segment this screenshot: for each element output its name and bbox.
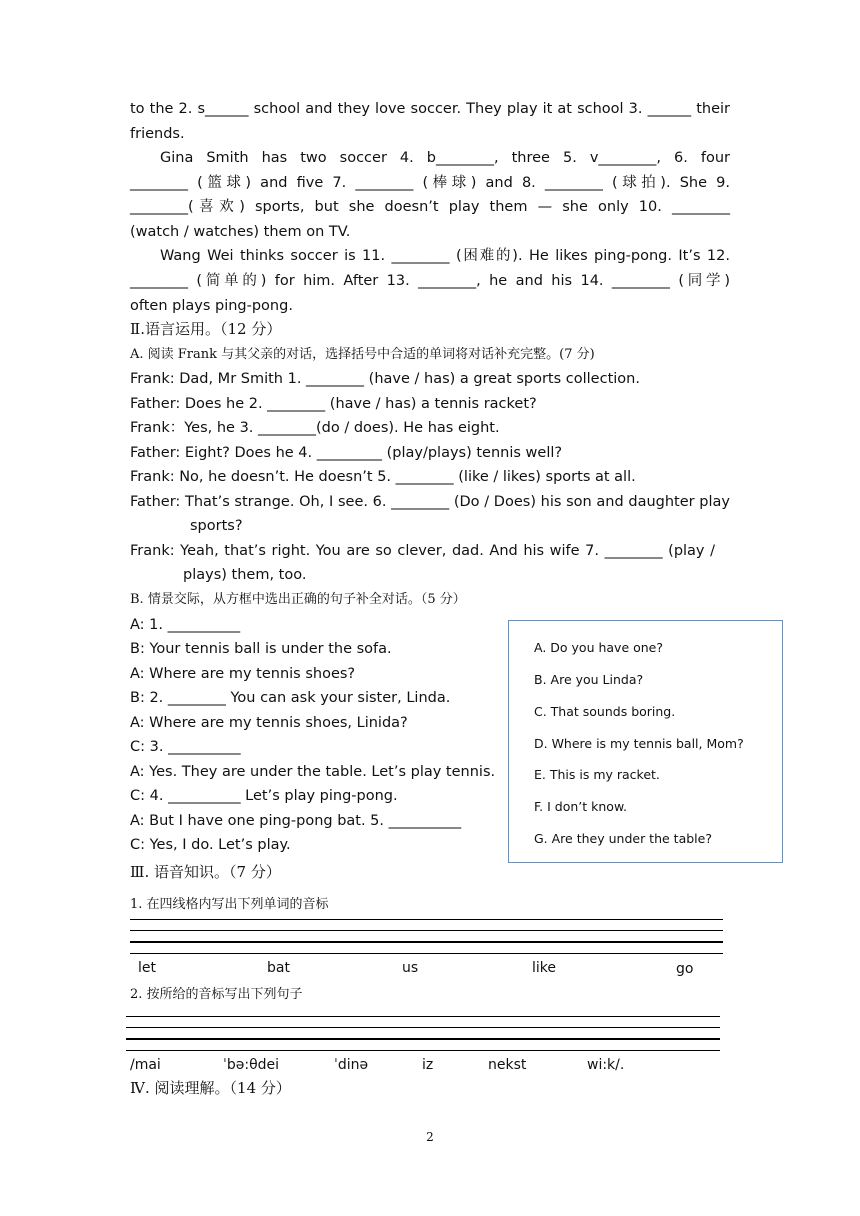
- passage-line: Wang Wei thinks soccer is 11. ________ (困难的). He likes ping-pong. It’s 12.: [160, 248, 730, 264]
- dialog-b-line: A: Where are my tennis shoes?: [130, 666, 356, 682]
- dialog-a-line: Father: Does he 2. ________ (have / has) a tennis racket?: [130, 396, 537, 412]
- phonetic-is: iz: [422, 1057, 434, 1073]
- dialog-a-line: Father: Eight? Does he 4. _________ (play/plays) tennis well?: [130, 445, 563, 461]
- word-let: let: [138, 960, 156, 976]
- part-a-instructions: A. 阅读 Frank 与其父亲的对话，选择括号中合适的单词将对话补充完整。(7 分): [130, 347, 595, 362]
- dialog-b-line: C: Yes, I do. Let’s play.: [130, 837, 291, 853]
- passage-line: Gina Smith has two soccer 4. b________, three 5. v________, 6. four: [160, 150, 730, 166]
- word-bat: bat: [267, 960, 290, 976]
- dialog-b-line: C: 4. __________ Let’s play ping-pong.: [130, 788, 398, 804]
- phonetic-dinner: ˈdinə: [334, 1057, 369, 1073]
- option-d: D. Where is my tennis ball, Mom?: [534, 736, 744, 751]
- phonetic-next: nekst: [488, 1057, 527, 1073]
- passage-line: ________(喜欢) sports, but she doesn’t play them — she only 10. ________: [130, 199, 730, 215]
- dialog-b-line: B: 2. ________ You can ask your sister, Linda.: [130, 690, 451, 706]
- dialog-a-line: Frank：Yes, he 3. ________(do / does). He has eight.: [130, 420, 500, 436]
- option-f: F. I don’t know.: [534, 799, 627, 814]
- word-us: us: [402, 960, 419, 976]
- passage-line: ________ (简单的) for him. After 13. ________, he and his 14. ________ (同学): [130, 273, 730, 289]
- phonetic-week: wi:k/.: [587, 1057, 625, 1073]
- option-a: A. Do you have one?: [534, 640, 664, 655]
- option-c: C. That sounds boring.: [534, 704, 676, 719]
- dialog-b-line: A: Where are my tennis shoes, Linida?: [130, 715, 408, 731]
- dialog-a-line: Frank: No, he doesn’t. He doesn’t 5. ________ (like / likes) sports at all.: [130, 469, 636, 485]
- question-2-instructions: 2. 按所给的音标写出下列句子: [130, 987, 303, 1002]
- section-2-title: Ⅱ.语言运用。（12 分）: [130, 320, 282, 338]
- dialog-b-line: A: Yes. They are under the table. Let’s play tennis.: [130, 764, 496, 780]
- passage-line: (watch / watches) them on TV.: [130, 224, 351, 240]
- question-1-instructions: 1. 在四线格内写出下列单词的音标: [130, 897, 329, 912]
- phonetic-birthday: ˈbə:θdei: [223, 1057, 280, 1073]
- passage-line: friends.: [130, 126, 185, 142]
- section-4-title: Ⅳ. 阅读理解。（14 分）: [130, 1079, 291, 1097]
- dialog-b-line: C: 3. __________: [130, 739, 241, 755]
- dialog-b-line: B: Your tennis ball is under the sofa.: [130, 641, 392, 657]
- dialog-a-line: Frank: Yeah, that’s right. You are so clever, dad. And his wife 7. ________ (play /: [130, 543, 715, 559]
- dialog-b-line: A: 1. __________: [130, 617, 241, 633]
- dialog-a-line: sports?: [190, 518, 243, 534]
- option-e: E. This is my racket.: [534, 767, 660, 782]
- dialog-a-line: Father: That’s strange. Oh, I see. 6. ________ (Do / Does) his son and daughter play: [130, 494, 730, 510]
- section-3-title: Ⅲ. 语音知识。（7 分）: [130, 863, 281, 881]
- option-b: B. Are you Linda?: [534, 672, 644, 687]
- option-g: G. Are they under the table?: [534, 831, 712, 846]
- word-like: like: [532, 960, 557, 976]
- passage-line: ________ (篮球) and five 7. ________ (棒球) and 8. ________ (球拍). She 9.: [130, 175, 730, 191]
- passage-line: often plays ping-pong.: [130, 298, 293, 314]
- options-box: [508, 620, 783, 863]
- dialog-a-line: plays) them, too.: [183, 567, 307, 583]
- word-go: go: [676, 961, 694, 977]
- phonetic-my: /mai: [130, 1057, 161, 1073]
- page-number: 2: [426, 1130, 434, 1144]
- passage-line: to the 2. s______ school and they love soccer. They play it at school 3. ______ their: [130, 101, 730, 117]
- part-b-instructions: B. 情景交际，从方框中选出正确的句子补全对话。（5 分）: [130, 592, 466, 607]
- dialog-a-line: Frank: Dad, Mr Smith 1. ________ (have / has) a great sports collection.: [130, 371, 640, 387]
- dialog-b-line: A: But I have one ping-pong bat. 5. __________: [130, 813, 462, 829]
